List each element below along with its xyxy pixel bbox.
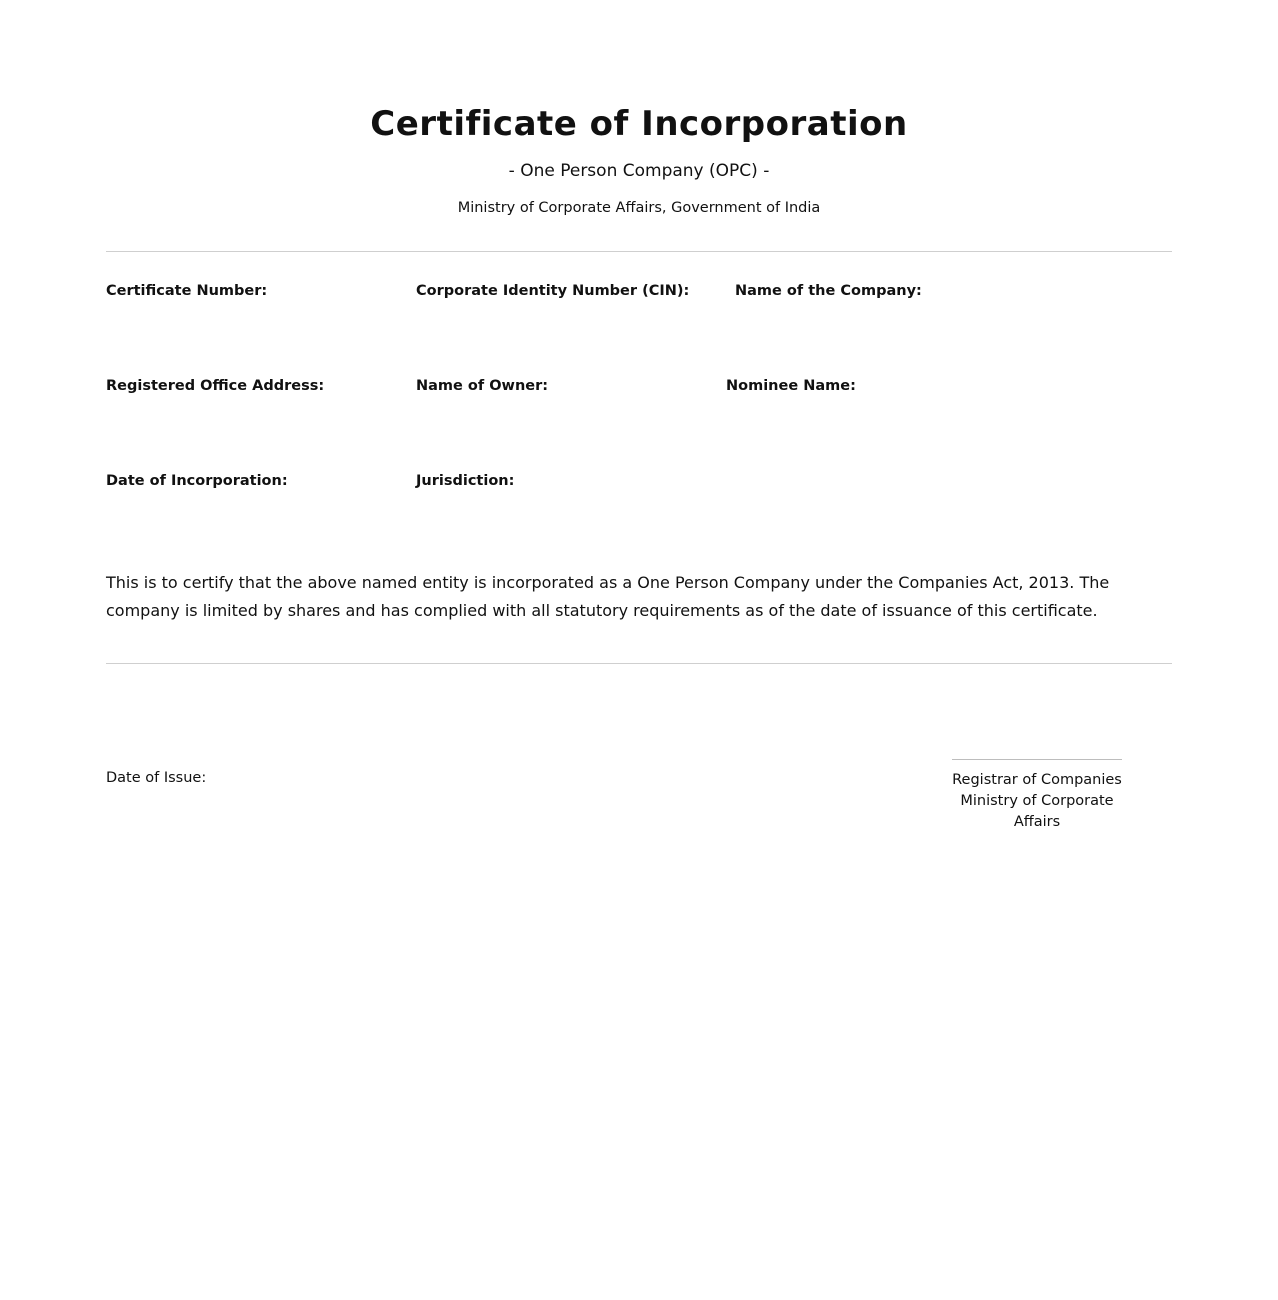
company-type-subtitle: - One Person Company (OPC) - — [508, 161, 770, 181]
date-of-issue-label: Date of Issue: — [106, 770, 207, 786]
issuing-authority: Ministry of Corporate Affairs, Government of India — [457, 200, 821, 216]
field-company-name-label: Name of the Company: — [735, 283, 922, 299]
field-jurisdiction-label: Jurisdiction: — [416, 473, 515, 489]
bottom-divider — [106, 663, 1172, 664]
signature-line — [952, 759, 1122, 760]
certificate-title: Certificate of Incorporation — [370, 104, 908, 144]
field-owner-name-label: Name of Owner: — [416, 378, 549, 394]
field-date-of-incorporation-label: Date of Incorporation: — [106, 473, 288, 489]
signatory-department: Ministry of Corporate Affairs — [960, 793, 1114, 830]
top-divider — [106, 251, 1172, 252]
field-registered-address-label: Registered Office Address: — [106, 378, 325, 394]
field-cin-label: Corporate Identity Number (CIN): — [416, 283, 690, 299]
signatory-title: Registrar of Companies — [952, 772, 1122, 788]
certification-statement: This is to certify that the above named entity is incorporated as a One Person Company under the Companies Act, 2013. The company is limited by shares and has complied with all statutory requirements as of the date of issuance of this certificate. — [106, 573, 1110, 620]
field-nominee-name-label: Nominee Name: — [726, 378, 856, 394]
signatory-block — [952, 770, 1122, 833]
field-certificate-number-label: Certificate Number: — [106, 283, 268, 299]
